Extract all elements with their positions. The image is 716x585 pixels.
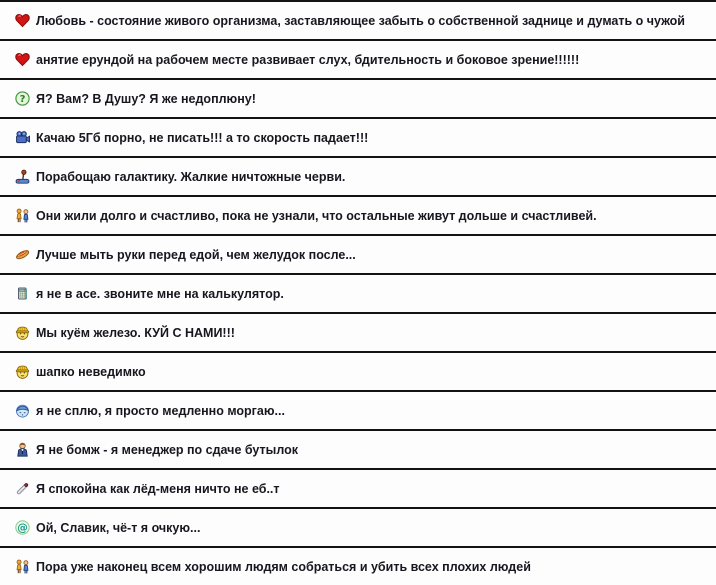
status-list-item[interactable] bbox=[0, 39, 716, 78]
hotdog-icon bbox=[14, 246, 31, 263]
calculator-phone-icon bbox=[14, 285, 31, 302]
status-text: шапко неведимко bbox=[36, 364, 146, 379]
status-list-item[interactable] bbox=[0, 273, 716, 312]
status-text: Я спокойна как лёд-меня ничто не еб..т bbox=[36, 481, 280, 496]
at-sign-icon bbox=[14, 519, 31, 536]
question-smiley-icon bbox=[14, 90, 31, 107]
couple-icon bbox=[14, 558, 31, 575]
builder-smiley-icon bbox=[14, 363, 31, 380]
status-list-item[interactable] bbox=[0, 468, 716, 507]
status-list-item[interactable] bbox=[0, 195, 716, 234]
status-text: Я не бомж - я менеджер по сдаче бутылок bbox=[36, 442, 298, 457]
status-list-item[interactable] bbox=[0, 546, 716, 585]
status-text: Мы куём железо. КУЙ С НАМИ!!! bbox=[36, 325, 235, 340]
status-list-item[interactable] bbox=[0, 0, 716, 39]
heart-icon bbox=[14, 51, 31, 68]
status-list-item[interactable] bbox=[0, 351, 716, 390]
thermometer-icon bbox=[14, 480, 31, 497]
status-text: Ой, Славик, чё-т я очкую... bbox=[36, 520, 201, 535]
status-list-item[interactable] bbox=[0, 312, 716, 351]
couple-icon bbox=[14, 207, 31, 224]
status-text: Порабощаю галактику. Жалкие ничтожные черви. bbox=[36, 169, 346, 184]
joystick-icon bbox=[14, 168, 31, 185]
status-text: Лучше мыть руки перед едой, чем желудок после... bbox=[36, 247, 356, 262]
status-list-item[interactable] bbox=[0, 390, 716, 429]
builder-smiley-icon bbox=[14, 324, 31, 341]
status-text: Пора уже наконец всем хорошим людям собраться и убить всех плохих людей bbox=[36, 559, 531, 574]
status-list-item[interactable] bbox=[0, 429, 716, 468]
status-text: Любовь - состояние живого организма, заставляющее забыть о собственной заднице и думать о чужой bbox=[36, 13, 685, 28]
status-text: Я? Вам? В Душу? Я же недоплюну! bbox=[36, 91, 256, 106]
status-list-item[interactable] bbox=[0, 117, 716, 156]
status-text: анятие ерундой на рабочем месте развивает слух, бдительность и боковое зрение!!!!!! bbox=[36, 52, 580, 67]
status-text: Качаю 5Гб порно, не писать!!! а то скорость падает!!! bbox=[36, 130, 369, 145]
businessman-icon bbox=[14, 441, 31, 458]
status-text: Они жили долго и счастливо, пока не узнали, что остальные живут дольше и счастливей. bbox=[36, 208, 597, 223]
status-list-item[interactable] bbox=[0, 78, 716, 117]
status-text: я не сплю, я просто медленно моргаю... bbox=[36, 403, 285, 418]
movie-camera-icon bbox=[14, 129, 31, 146]
heart-icon bbox=[14, 12, 31, 29]
sleeping-smiley-icon bbox=[14, 402, 31, 419]
status-list-item[interactable] bbox=[0, 507, 716, 546]
status-text: я не в асе. звоните мне на калькулятор. bbox=[36, 286, 284, 301]
status-list-item[interactable] bbox=[0, 156, 716, 195]
status-list-item[interactable] bbox=[0, 234, 716, 273]
